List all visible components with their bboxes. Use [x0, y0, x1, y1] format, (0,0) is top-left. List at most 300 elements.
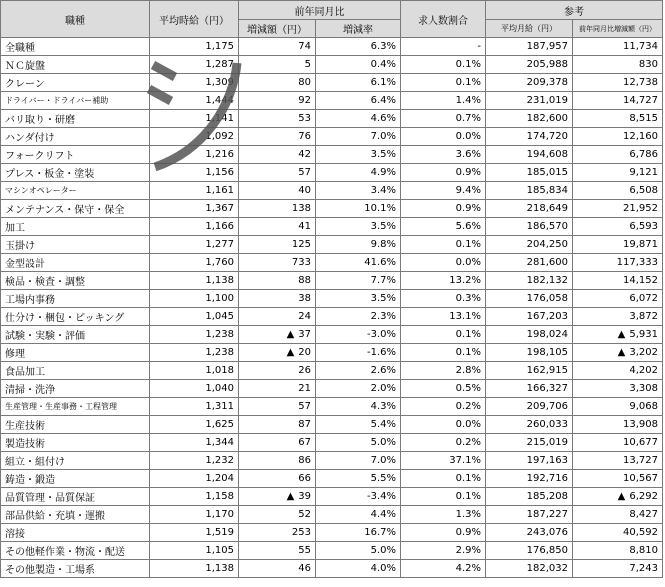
- cell-job-ratio-value: 4.2%: [455, 563, 481, 574]
- cell-change-amount-value: 66: [298, 473, 311, 484]
- table-row: [1, 92, 663, 110]
- cell-job-ratio-value: 0.2%: [455, 437, 481, 448]
- cell-job: [1, 362, 150, 380]
- cell-change-rate: [316, 290, 401, 308]
- cell-job-ratio-value: 2.8%: [455, 365, 481, 376]
- cell-change-rate-value: 9.8%: [370, 239, 396, 250]
- cell-ref-amount-value: 6,292: [629, 491, 658, 502]
- cell-change-rate-value: 4.4%: [370, 509, 396, 520]
- cell-change-rate-value: 6.3%: [370, 41, 396, 52]
- cell-change-amount: [239, 110, 316, 128]
- cell-change-amount-value: 76: [298, 131, 311, 142]
- cell-job-value: 検品・検査・調整: [5, 277, 85, 288]
- cell-monthly: [486, 362, 573, 380]
- cell-monthly: [486, 416, 573, 434]
- cell-job-value: 加工: [5, 223, 25, 234]
- cell-job-value: 製造技術: [5, 439, 45, 450]
- cell-change-amount-value: 21: [298, 383, 311, 394]
- negative-marker: ▲: [617, 329, 626, 340]
- cell-change-amount-value: 5: [304, 59, 311, 70]
- cell-job-value: バリ取り・研磨: [5, 115, 75, 126]
- cell-ref-amount: [573, 74, 663, 92]
- cell-hourly-value: 1,232: [205, 455, 234, 466]
- cell-job-ratio: [401, 380, 486, 398]
- cell-hourly-value: 1,105: [205, 545, 234, 556]
- cell-ref-amount: [573, 92, 663, 110]
- cell-ref-amount: [573, 254, 663, 272]
- cell-hourly-value: 1,156: [205, 167, 234, 178]
- cell-ref-amount-value: 8,515: [629, 113, 658, 124]
- cell-hourly: [150, 146, 239, 164]
- cell-job: [1, 110, 150, 128]
- cell-monthly: [486, 506, 573, 524]
- cell-change-amount-value: 67: [298, 437, 311, 448]
- cell-change-amount: [239, 362, 316, 380]
- cell-hourly: [150, 92, 239, 110]
- cell-ref-amount-value: 13,908: [623, 419, 658, 430]
- cell-change-amount: [239, 560, 316, 578]
- cell-change-amount-value: 42: [298, 149, 311, 160]
- cell-job-value: その他軽作業・物流・配送: [5, 547, 125, 558]
- cell-monthly-value: 182,132: [526, 275, 568, 286]
- cell-ref-amount-value: 19,871: [623, 239, 658, 250]
- cell-change-amount: [239, 470, 316, 488]
- table-row: [1, 488, 663, 506]
- table-row: [1, 542, 663, 560]
- cell-ref-amount: [573, 560, 663, 578]
- cell-change-amount: [239, 164, 316, 182]
- cell-change-amount: [239, 74, 316, 92]
- cell-job: [1, 452, 150, 470]
- cell-hourly-value: 1,170: [205, 509, 234, 520]
- cell-hourly-value: 1,344: [205, 437, 234, 448]
- cell-change-amount-value: 24: [298, 311, 311, 322]
- cell-ref-amount: [573, 434, 663, 452]
- cell-ref-amount-value: 117,333: [616, 257, 658, 268]
- cell-job-ratio: [401, 470, 486, 488]
- cell-job-ratio: [401, 182, 486, 200]
- cell-job-ratio: [401, 200, 486, 218]
- cell-job-ratio-value: 0.1%: [455, 329, 481, 340]
- cell-job: [1, 470, 150, 488]
- cell-job-ratio: [401, 110, 486, 128]
- cell-monthly: [486, 38, 573, 56]
- cell-hourly: [150, 506, 239, 524]
- cell-hourly-value: 1,161: [205, 185, 234, 196]
- cell-ref-amount-value: 13,727: [623, 455, 658, 466]
- cell-job-ratio-value: 9.4%: [455, 185, 481, 196]
- cell-monthly: [486, 236, 573, 254]
- negative-marker: ▲: [286, 329, 295, 340]
- cell-ref-amount: [573, 452, 663, 470]
- cell-change-rate-value: 2.6%: [370, 365, 396, 376]
- cell-ref-amount: [573, 470, 663, 488]
- cell-change-amount: [239, 290, 316, 308]
- cell-change-rate: [316, 344, 401, 362]
- cell-job-value: 組立・組付け: [5, 457, 65, 468]
- cell-job: [1, 488, 150, 506]
- cell-job-ratio: [401, 254, 486, 272]
- header-avg-monthly: 平均月給（円）: [486, 20, 573, 38]
- cell-change-amount-value: 138: [291, 203, 311, 214]
- cell-monthly-value: 243,076: [526, 527, 568, 538]
- cell-change-amount-value: 74: [298, 41, 311, 52]
- cell-hourly-value: 1,760: [205, 257, 234, 268]
- cell-job-ratio: [401, 290, 486, 308]
- header-job-ratio: 求人数割合: [401, 1, 486, 38]
- cell-ref-amount-value: 9,068: [629, 401, 658, 412]
- cell-change-rate: [316, 74, 401, 92]
- cell-change-amount: [239, 452, 316, 470]
- table-row: [1, 326, 663, 344]
- cell-monthly: [486, 182, 573, 200]
- cell-monthly-value: 218,649: [526, 203, 568, 214]
- cell-monthly: [486, 470, 573, 488]
- cell-change-rate-value: -3.0%: [366, 329, 396, 340]
- cell-change-amount: [239, 326, 316, 344]
- cell-job-value: クレーン: [5, 79, 45, 90]
- cell-change-amount-value: 46: [298, 563, 311, 574]
- cell-monthly-value: 215,019: [526, 437, 568, 448]
- cell-change-rate-value: 7.0%: [370, 455, 396, 466]
- table-row: [1, 236, 663, 254]
- cell-job: [1, 560, 150, 578]
- table-row: [1, 362, 663, 380]
- cell-monthly-value: 205,988: [526, 59, 568, 70]
- cell-change-amount: [239, 506, 316, 524]
- cell-job-ratio: [401, 326, 486, 344]
- cell-hourly: [150, 344, 239, 362]
- table-row: [1, 146, 663, 164]
- cell-change-rate: [316, 182, 401, 200]
- cell-hourly-value: 1,204: [205, 473, 234, 484]
- cell-job: [1, 56, 150, 74]
- cell-job-value: 清掃・洗浄: [5, 385, 55, 396]
- cell-monthly-value: 182,600: [526, 113, 568, 124]
- cell-monthly-value: 185,208: [526, 491, 568, 502]
- cell-job-ratio: [401, 308, 486, 326]
- header-job-type: 職種: [1, 1, 150, 38]
- cell-change-amount: [239, 524, 316, 542]
- cell-ref-amount: [573, 236, 663, 254]
- table-row: [1, 434, 663, 452]
- cell-change-amount: [239, 488, 316, 506]
- cell-monthly: [486, 128, 573, 146]
- cell-hourly: [150, 128, 239, 146]
- cell-job-value: 試験・実験・評価: [5, 331, 85, 342]
- cell-job-ratio: [401, 56, 486, 74]
- cell-monthly-value: 176,058: [526, 293, 568, 304]
- cell-hourly-value: 1,625: [205, 419, 234, 430]
- cell-monthly-value: 182,032: [526, 563, 568, 574]
- cell-job-ratio: [401, 38, 486, 56]
- cell-job-ratio: [401, 128, 486, 146]
- table-row: [1, 110, 663, 128]
- cell-ref-amount: [573, 38, 663, 56]
- cell-change-rate-value: 3.5%: [370, 221, 396, 232]
- cell-job: [1, 506, 150, 524]
- cell-job-ratio-value: 0.1%: [455, 473, 481, 484]
- cell-ref-amount: [573, 542, 663, 560]
- cell-change-rate-value: 4.9%: [370, 167, 396, 178]
- cell-monthly: [486, 218, 573, 236]
- table-row: [1, 470, 663, 488]
- cell-hourly: [150, 38, 239, 56]
- cell-ref-amount: [573, 326, 663, 344]
- cell-change-amount-value: 52: [298, 509, 311, 520]
- cell-change-amount-value: 125: [291, 239, 311, 250]
- cell-change-rate: [316, 524, 401, 542]
- cell-job-ratio: [401, 560, 486, 578]
- cell-job-value: 仕分け・梱包・ピッキング: [5, 313, 125, 324]
- cell-job-value: 品質管理・品質保証: [5, 493, 95, 504]
- cell-hourly: [150, 236, 239, 254]
- cell-ref-amount: [573, 362, 663, 380]
- cell-change-amount-value: 88: [298, 275, 311, 286]
- table-row: [1, 380, 663, 398]
- cell-job-value: 金型設計: [5, 259, 45, 270]
- cell-change-rate-value: -3.4%: [366, 491, 396, 502]
- cell-change-amount: [239, 218, 316, 236]
- cell-job-value: 鋳造・鍛造: [5, 475, 55, 486]
- cell-monthly-value: 281,600: [526, 257, 568, 268]
- cell-change-amount: [239, 434, 316, 452]
- cell-ref-amount: [573, 416, 663, 434]
- cell-monthly: [486, 344, 573, 362]
- cell-change-rate: [316, 110, 401, 128]
- cell-ref-amount: [573, 164, 663, 182]
- header-change-rate: 増減率: [316, 20, 401, 38]
- cell-ref-amount: [573, 200, 663, 218]
- cell-ref-amount: [573, 398, 663, 416]
- cell-ref-amount-value: 40,592: [623, 527, 658, 538]
- cell-ref-amount: [573, 290, 663, 308]
- cell-change-amount: [239, 200, 316, 218]
- cell-ref-amount: [573, 218, 663, 236]
- cell-ref-amount-value: 12,738: [623, 77, 658, 88]
- cell-hourly-value: 1,287: [205, 59, 234, 70]
- cell-job: [1, 182, 150, 200]
- cell-change-rate-value: 2.0%: [370, 383, 396, 394]
- cell-job: [1, 74, 150, 92]
- cell-hourly: [150, 272, 239, 290]
- cell-monthly-value: 198,024: [526, 329, 568, 340]
- cell-hourly: [150, 74, 239, 92]
- cell-change-rate-value: 6.4%: [370, 95, 396, 106]
- header-avg-hourly: 平均時給（円）: [150, 1, 239, 38]
- cell-ref-amount-value: 8,427: [629, 509, 658, 520]
- cell-monthly: [486, 200, 573, 218]
- cell-ref-amount-value: 11,734: [623, 41, 658, 52]
- cell-job-ratio-value: 0.1%: [455, 347, 481, 358]
- cell-change-rate: [316, 488, 401, 506]
- cell-job: [1, 542, 150, 560]
- cell-job-ratio: [401, 74, 486, 92]
- cell-change-rate: [316, 128, 401, 146]
- cell-hourly: [150, 200, 239, 218]
- cell-change-amount-value: 253: [291, 527, 311, 538]
- cell-ref-amount-value: 3,202: [629, 347, 658, 358]
- cell-ref-amount: [573, 182, 663, 200]
- cell-change-amount: [239, 56, 316, 74]
- cell-change-rate: [316, 272, 401, 290]
- cell-hourly-value: 1,216: [205, 149, 234, 160]
- table-row: [1, 272, 663, 290]
- cell-hourly-value: 1,018: [205, 365, 234, 376]
- cell-job-ratio-value: 1.3%: [455, 509, 481, 520]
- table-row: [1, 164, 663, 182]
- cell-ref-amount: [573, 344, 663, 362]
- cell-hourly-value: 1,045: [205, 311, 234, 322]
- cell-hourly: [150, 560, 239, 578]
- cell-change-rate-value: 5.5%: [370, 473, 396, 484]
- cell-change-amount: [239, 344, 316, 362]
- cell-job-value: 修理: [5, 349, 25, 360]
- cell-ref-amount: [573, 380, 663, 398]
- cell-job-ratio-value: 3.6%: [455, 149, 481, 160]
- cell-change-amount-value: 40: [298, 185, 311, 196]
- cell-hourly: [150, 110, 239, 128]
- cell-job-ratio-value: 0.7%: [455, 113, 481, 124]
- cell-change-amount: [239, 308, 316, 326]
- cell-monthly: [486, 488, 573, 506]
- cell-monthly-value: 209,706: [526, 401, 568, 412]
- negative-marker: ▲: [617, 347, 626, 358]
- cell-change-rate-value: 5.0%: [370, 545, 396, 556]
- cell-hourly: [150, 416, 239, 434]
- cell-hourly-value: 1,138: [205, 275, 234, 286]
- cell-change-rate-value: 5.0%: [370, 437, 396, 448]
- table-row: [1, 56, 663, 74]
- cell-job-ratio-value: 0.9%: [455, 527, 481, 538]
- cell-monthly-value: 197,163: [526, 455, 568, 466]
- cell-ref-amount-value: 14,727: [623, 95, 658, 106]
- cell-monthly-value: 192,716: [526, 473, 568, 484]
- cell-monthly: [486, 164, 573, 182]
- cell-hourly-value: 1,311: [205, 401, 234, 412]
- cell-change-amount-value: 57: [298, 401, 311, 412]
- cell-job-value: その他製造・工場系: [5, 565, 95, 576]
- cell-change-rate: [316, 254, 401, 272]
- table-row: [1, 524, 663, 542]
- cell-job-ratio: [401, 488, 486, 506]
- cell-job-ratio-value: 0.2%: [455, 401, 481, 412]
- cell-ref-amount-value: 6,072: [629, 293, 658, 304]
- cell-monthly-value: 198,105: [526, 347, 568, 358]
- cell-monthly: [486, 254, 573, 272]
- cell-hourly: [150, 524, 239, 542]
- cell-hourly-value: 1,158: [205, 491, 234, 502]
- table-body: [1, 38, 663, 578]
- cell-monthly-value: 166,327: [526, 383, 568, 394]
- cell-change-rate-value: 41.6%: [364, 257, 396, 268]
- cell-job-value: 玉掛け: [5, 241, 35, 252]
- cell-job-ratio: [401, 506, 486, 524]
- cell-job-ratio: [401, 344, 486, 362]
- cell-change-rate-value: 2.3%: [370, 311, 396, 322]
- cell-monthly-value: 176,850: [526, 545, 568, 556]
- cell-hourly-value: 1,519: [205, 527, 234, 538]
- table-row: [1, 218, 663, 236]
- cell-job-ratio: [401, 272, 486, 290]
- cell-job-value: 生産管理・生産事務・工程管理: [5, 402, 117, 411]
- cell-monthly-value: 185,015: [526, 167, 568, 178]
- cell-job: [1, 128, 150, 146]
- cell-monthly: [486, 326, 573, 344]
- table-row: [1, 398, 663, 416]
- header-yoy: 前年同月比: [239, 1, 401, 20]
- cell-job-ratio-value: 0.1%: [455, 77, 481, 88]
- cell-hourly: [150, 434, 239, 452]
- cell-change-rate-value: -1.6%: [366, 347, 396, 358]
- cell-ref-amount-value: 8,810: [629, 545, 658, 556]
- cell-job-ratio-value: 2.9%: [455, 545, 481, 556]
- cell-change-rate-value: 5.4%: [370, 419, 396, 430]
- cell-job: [1, 434, 150, 452]
- cell-change-rate: [316, 560, 401, 578]
- cell-hourly-value: 1,092: [205, 131, 234, 142]
- cell-job-ratio-value: 1.4%: [455, 95, 481, 106]
- header-change-amount: 増減額（円）: [239, 20, 316, 38]
- cell-job-value: 溶接: [5, 529, 25, 540]
- cell-change-rate-value: 0.4%: [370, 59, 396, 70]
- cell-hourly-value: 1,309: [205, 77, 234, 88]
- cell-ref-amount-value: 5,931: [629, 329, 658, 340]
- cell-change-rate-value: 7.7%: [370, 275, 396, 286]
- cell-hourly: [150, 254, 239, 272]
- cell-job: [1, 398, 150, 416]
- cell-hourly: [150, 398, 239, 416]
- cell-monthly-value: 187,957: [526, 41, 568, 52]
- cell-monthly: [486, 92, 573, 110]
- cell-change-rate: [316, 470, 401, 488]
- cell-ref-amount-value: 10,567: [623, 473, 658, 484]
- cell-ref-amount-value: 14,152: [623, 275, 658, 286]
- cell-ref-amount-value: 4,202: [629, 365, 658, 376]
- table-row: [1, 74, 663, 92]
- cell-job: [1, 344, 150, 362]
- cell-job-ratio-value: 0.5%: [455, 383, 481, 394]
- table-row: [1, 308, 663, 326]
- cell-change-amount-value: 57: [298, 167, 311, 178]
- cell-change-rate-value: 3.5%: [370, 149, 396, 160]
- cell-job-ratio-value: -: [477, 41, 481, 52]
- cell-monthly: [486, 524, 573, 542]
- cell-job-ratio-value: 0.0%: [455, 419, 481, 430]
- negative-marker: ▲: [617, 491, 626, 502]
- cell-ref-amount: [573, 272, 663, 290]
- cell-change-rate: [316, 362, 401, 380]
- cell-monthly: [486, 146, 573, 164]
- cell-change-amount-value: 87: [298, 419, 311, 430]
- cell-monthly-value: 185,834: [526, 185, 568, 196]
- cell-change-rate: [316, 38, 401, 56]
- cell-job-ratio-value: 37.1%: [449, 455, 481, 466]
- cell-change-amount-value: 92: [298, 95, 311, 106]
- cell-hourly-value: 1,238: [205, 347, 234, 358]
- cell-change-rate: [316, 326, 401, 344]
- cell-job-value: 工場内事務: [5, 295, 55, 306]
- cell-ref-amount-value: 21,952: [623, 203, 658, 214]
- cell-monthly-value: 204,250: [526, 239, 568, 250]
- cell-ref-amount-value: 3,308: [629, 383, 658, 394]
- cell-change-rate: [316, 506, 401, 524]
- cell-ref-amount: [573, 110, 663, 128]
- cell-job-value: ハンダ付け: [5, 133, 55, 144]
- cell-hourly: [150, 488, 239, 506]
- cell-job-ratio: [401, 416, 486, 434]
- cell-job-ratio-value: 5.6%: [455, 221, 481, 232]
